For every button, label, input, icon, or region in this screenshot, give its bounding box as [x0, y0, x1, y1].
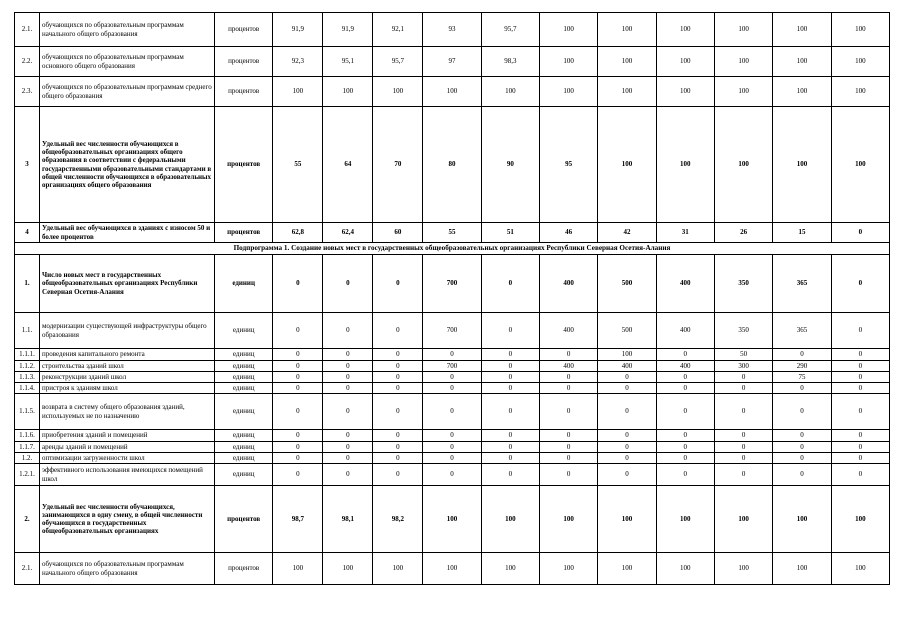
table-row [15, 394, 890, 430]
indicator-name: Число новых мест в государственных общеобразовательных организациях Республики Северная Осетия-Алания [40, 255, 215, 313]
value-cell: 100 [773, 77, 831, 107]
value-cell: 0 [373, 464, 423, 486]
value-cell: 100 [481, 77, 539, 107]
table-row [15, 13, 890, 47]
indicator-name: обучающихся по образовательным программам начального общего образования [40, 13, 215, 47]
table-row [15, 486, 890, 553]
row-number: 1.1.4. [15, 383, 40, 394]
indicator-name: Удельный вес обучающихся в зданиях с износом 50 и более процентов [40, 223, 215, 243]
value-cell: 0 [481, 349, 539, 361]
value-cell: 0 [273, 349, 323, 361]
value-cell: 0 [656, 372, 714, 383]
value-cell: 100 [656, 486, 714, 553]
value-cell: 26 [714, 223, 772, 243]
value-cell: 0 [714, 394, 772, 430]
value-cell: 0 [539, 453, 597, 464]
unit-cell: процентов [215, 486, 273, 553]
value-cell: 100 [598, 349, 656, 361]
table-row [15, 47, 890, 77]
value-cell: 700 [423, 255, 481, 313]
value-cell: 95,1 [323, 47, 373, 77]
unit-cell: процентов [215, 13, 273, 47]
value-cell: 98,3 [481, 47, 539, 77]
table-body [15, 13, 890, 585]
row-number: 1.1.6. [15, 430, 40, 442]
value-cell: 100 [831, 77, 889, 107]
unit-cell: единиц [215, 313, 273, 349]
value-cell: 100 [373, 77, 423, 107]
value-cell: 95 [539, 107, 597, 223]
value-cell: 0 [481, 372, 539, 383]
value-cell: 0 [323, 430, 373, 442]
value-cell: 92,1 [373, 13, 423, 47]
value-cell: 100 [598, 107, 656, 223]
row-number: 2.2. [15, 47, 40, 77]
value-cell: 0 [273, 361, 323, 372]
value-cell: 0 [273, 430, 323, 442]
table-row [15, 77, 890, 107]
value-cell: 100 [773, 107, 831, 223]
value-cell: 0 [323, 464, 373, 486]
value-cell: 75 [773, 372, 831, 383]
unit-cell: процентов [215, 47, 273, 77]
value-cell: 0 [598, 442, 656, 453]
value-cell: 100 [831, 553, 889, 585]
value-cell: 100 [831, 13, 889, 47]
value-cell: 70 [373, 107, 423, 223]
value-cell: 0 [423, 349, 481, 361]
value-cell: 0 [273, 453, 323, 464]
value-cell: 0 [273, 372, 323, 383]
indicator-name: эффективного использования имеющихся помещений школ [40, 464, 215, 486]
value-cell: 60 [373, 223, 423, 243]
value-cell: 93 [423, 13, 481, 47]
value-cell: 0 [714, 430, 772, 442]
value-cell: 0 [714, 372, 772, 383]
indicator-name: Удельный вес численности обучающихся, занимающихся в одну смену, в общей численности обучающихся в государственных общеобразовательных организациях [40, 486, 215, 553]
indicator-name: строительства зданий школ [40, 361, 215, 372]
value-cell: 0 [423, 442, 481, 453]
subprogram-title: Подпрограмма 1. Создание новых мест в государственных общеобразовательных организациях Республики Северная Осетия-Алания [15, 243, 890, 255]
value-cell: 0 [598, 394, 656, 430]
value-cell: 0 [273, 313, 323, 349]
row-number: 2.1. [15, 13, 40, 47]
row-number: 1.2.1. [15, 464, 40, 486]
value-cell: 0 [656, 430, 714, 442]
unit-cell: единиц [215, 349, 273, 361]
indicator-name: модернизации существующей инфраструктуры общего образования [40, 313, 215, 349]
value-cell: 0 [539, 464, 597, 486]
value-cell: 51 [481, 223, 539, 243]
value-cell: 0 [773, 383, 831, 394]
value-cell: 0 [481, 430, 539, 442]
indicator-name: обучающихся по образовательным программам основного общего образования [40, 47, 215, 77]
value-cell: 100 [598, 553, 656, 585]
value-cell: 700 [423, 313, 481, 349]
value-cell: 100 [481, 553, 539, 585]
value-cell: 100 [539, 13, 597, 47]
value-cell: 0 [481, 383, 539, 394]
value-cell: 100 [598, 486, 656, 553]
table-row [15, 223, 890, 243]
value-cell: 100 [773, 13, 831, 47]
value-cell: 0 [656, 442, 714, 453]
value-cell: 0 [656, 394, 714, 430]
value-cell: 95,7 [373, 47, 423, 77]
value-cell: 0 [481, 255, 539, 313]
value-cell: 98,7 [273, 486, 323, 553]
value-cell: 46 [539, 223, 597, 243]
indicator-name: аренды зданий и помещений [40, 442, 215, 453]
value-cell: 0 [539, 372, 597, 383]
value-cell: 400 [656, 313, 714, 349]
unit-cell: единиц [215, 442, 273, 453]
value-cell: 0 [273, 394, 323, 430]
value-cell: 0 [373, 372, 423, 383]
value-cell: 0 [598, 372, 656, 383]
value-cell: 100 [714, 553, 772, 585]
value-cell: 100 [773, 553, 831, 585]
value-cell: 0 [273, 442, 323, 453]
indicator-name: обучающихся по образовательным программам начального общего образования [40, 553, 215, 585]
table-row [15, 361, 890, 372]
value-cell: 100 [423, 486, 481, 553]
value-cell: 0 [273, 464, 323, 486]
value-cell: 100 [714, 486, 772, 553]
value-cell: 100 [323, 553, 373, 585]
value-cell: 400 [539, 361, 597, 372]
value-cell: 0 [831, 313, 889, 349]
value-cell: 100 [714, 13, 772, 47]
value-cell: 0 [423, 383, 481, 394]
value-cell: 100 [598, 47, 656, 77]
value-cell: 0 [481, 442, 539, 453]
value-cell: 0 [831, 383, 889, 394]
value-cell: 95,7 [481, 13, 539, 47]
value-cell: 0 [539, 394, 597, 430]
indicator-name: оптимизации загруженности школ [40, 453, 215, 464]
value-cell: 0 [831, 394, 889, 430]
value-cell: 100 [773, 486, 831, 553]
value-cell: 400 [539, 313, 597, 349]
value-cell: 500 [598, 255, 656, 313]
value-cell: 0 [714, 442, 772, 453]
unit-cell: процентов [215, 77, 273, 107]
value-cell: 55 [423, 223, 481, 243]
indicator-name: Удельный вес численности обучающихся в общеобразовательных организациях общего образования в соответствии с федеральными государственными образовательными стандартами в общей численности обучающихся в образовательных организациях общего образования [40, 107, 215, 223]
value-cell: 0 [539, 349, 597, 361]
value-cell: 0 [373, 383, 423, 394]
unit-cell: единиц [215, 453, 273, 464]
value-cell: 90 [481, 107, 539, 223]
value-cell: 92,3 [273, 47, 323, 77]
indicator-name: пристроя к зданиям школ [40, 383, 215, 394]
value-cell: 100 [714, 77, 772, 107]
value-cell: 0 [831, 349, 889, 361]
unit-cell: единиц [215, 394, 273, 430]
value-cell: 0 [773, 442, 831, 453]
table-row [15, 372, 890, 383]
value-cell: 0 [373, 361, 423, 372]
value-cell: 0 [373, 313, 423, 349]
value-cell: 0 [831, 442, 889, 453]
value-cell: 0 [773, 394, 831, 430]
value-cell: 0 [831, 453, 889, 464]
value-cell: 100 [598, 13, 656, 47]
value-cell: 0 [323, 361, 373, 372]
value-cell: 0 [656, 453, 714, 464]
value-cell: 500 [598, 313, 656, 349]
value-cell: 100 [656, 47, 714, 77]
row-number: 1.1.2. [15, 361, 40, 372]
value-cell: 0 [481, 453, 539, 464]
row-number: 1.1.3. [15, 372, 40, 383]
indicator-name: реконструкции зданий школ [40, 372, 215, 383]
table-row [15, 553, 890, 585]
value-cell: 98,2 [373, 486, 423, 553]
value-cell: 0 [373, 453, 423, 464]
table-row [15, 107, 890, 223]
value-cell: 0 [423, 430, 481, 442]
row-number: 3 [15, 107, 40, 223]
unit-cell: единиц [215, 430, 273, 442]
unit-cell: единиц [215, 372, 273, 383]
row-number: 1.1.7. [15, 442, 40, 453]
value-cell: 91,9 [273, 13, 323, 47]
value-cell: 0 [273, 383, 323, 394]
row-number: 2.3. [15, 77, 40, 107]
value-cell: 100 [714, 47, 772, 77]
value-cell: 0 [831, 372, 889, 383]
value-cell: 100 [273, 77, 323, 107]
indicator-name: возврата в систему общего образования зданий, используемых не по назначению [40, 394, 215, 430]
row-number: 1. [15, 255, 40, 313]
value-cell: 100 [831, 107, 889, 223]
indicator-name: обучающихся по образовательным программам среднего общего образования [40, 77, 215, 107]
value-cell: 100 [539, 77, 597, 107]
value-cell: 0 [539, 442, 597, 453]
value-cell: 0 [831, 223, 889, 243]
value-cell: 400 [656, 361, 714, 372]
value-cell: 0 [714, 383, 772, 394]
value-cell: 100 [539, 486, 597, 553]
value-cell: 100 [656, 77, 714, 107]
value-cell: 0 [598, 430, 656, 442]
value-cell: 0 [656, 383, 714, 394]
value-cell: 0 [323, 349, 373, 361]
table-row [15, 383, 890, 394]
value-cell: 0 [323, 255, 373, 313]
value-cell: 0 [323, 383, 373, 394]
value-cell: 100 [714, 107, 772, 223]
subprogram-row [15, 243, 890, 255]
row-number: 2.1. [15, 553, 40, 585]
value-cell: 0 [373, 394, 423, 430]
value-cell: 0 [831, 464, 889, 486]
value-cell: 0 [598, 464, 656, 486]
value-cell: 100 [273, 553, 323, 585]
value-cell: 0 [423, 372, 481, 383]
row-number: 4 [15, 223, 40, 243]
value-cell: 700 [423, 361, 481, 372]
value-cell: 80 [423, 107, 481, 223]
value-cell: 0 [323, 394, 373, 430]
value-cell: 365 [773, 255, 831, 313]
value-cell: 100 [598, 77, 656, 107]
value-cell: 0 [373, 255, 423, 313]
value-cell: 0 [323, 313, 373, 349]
value-cell: 0 [773, 430, 831, 442]
value-cell: 350 [714, 313, 772, 349]
value-cell: 0 [773, 349, 831, 361]
value-cell: 100 [373, 553, 423, 585]
value-cell: 0 [773, 464, 831, 486]
value-cell: 0 [273, 255, 323, 313]
value-cell: 0 [539, 430, 597, 442]
value-cell: 100 [423, 553, 481, 585]
table-row [15, 442, 890, 453]
value-cell: 0 [323, 372, 373, 383]
value-cell: 0 [481, 394, 539, 430]
value-cell: 31 [656, 223, 714, 243]
unit-cell: единиц [215, 383, 273, 394]
value-cell: 97 [423, 47, 481, 77]
value-cell: 0 [373, 349, 423, 361]
value-cell: 50 [714, 349, 772, 361]
table-row [15, 349, 890, 361]
value-cell: 0 [656, 349, 714, 361]
value-cell: 400 [539, 255, 597, 313]
value-cell: 91,9 [323, 13, 373, 47]
value-cell: 100 [539, 553, 597, 585]
value-cell: 0 [773, 453, 831, 464]
value-cell: 350 [714, 255, 772, 313]
unit-cell: процентов [215, 107, 273, 223]
unit-cell: единиц [215, 255, 273, 313]
row-number: 1.2. [15, 453, 40, 464]
value-cell: 0 [323, 442, 373, 453]
value-cell: 100 [773, 47, 831, 77]
indicator-name: проведения капитального ремонта [40, 349, 215, 361]
value-cell: 0 [373, 430, 423, 442]
value-cell: 100 [323, 77, 373, 107]
value-cell: 100 [831, 47, 889, 77]
table-row [15, 464, 890, 486]
value-cell: 0 [831, 255, 889, 313]
value-cell: 0 [598, 453, 656, 464]
value-cell: 15 [773, 223, 831, 243]
value-cell: 0 [831, 430, 889, 442]
unit-cell: процентов [215, 553, 273, 585]
value-cell: 0 [423, 464, 481, 486]
value-cell: 0 [323, 453, 373, 464]
value-cell: 0 [481, 464, 539, 486]
value-cell: 100 [656, 107, 714, 223]
unit-cell: единиц [215, 361, 273, 372]
value-cell: 400 [598, 361, 656, 372]
row-number: 1.1. [15, 313, 40, 349]
unit-cell: единиц [215, 464, 273, 486]
value-cell: 300 [714, 361, 772, 372]
value-cell: 400 [656, 255, 714, 313]
table-row [15, 453, 890, 464]
value-cell: 100 [656, 553, 714, 585]
value-cell: 100 [539, 47, 597, 77]
value-cell: 0 [831, 361, 889, 372]
value-cell: 100 [481, 486, 539, 553]
value-cell: 64 [323, 107, 373, 223]
value-cell: 290 [773, 361, 831, 372]
value-cell: 55 [273, 107, 323, 223]
value-cell: 0 [539, 383, 597, 394]
value-cell: 365 [773, 313, 831, 349]
table-row [15, 255, 890, 313]
value-cell: 0 [714, 453, 772, 464]
value-cell: 98,1 [323, 486, 373, 553]
value-cell: 0 [423, 394, 481, 430]
indicators-table [14, 12, 890, 585]
row-number: 2. [15, 486, 40, 553]
unit-cell: процентов [215, 223, 273, 243]
value-cell: 0 [481, 313, 539, 349]
value-cell: 100 [423, 77, 481, 107]
value-cell: 0 [714, 464, 772, 486]
value-cell: 0 [656, 464, 714, 486]
value-cell: 62,8 [273, 223, 323, 243]
value-cell: 42 [598, 223, 656, 243]
value-cell: 0 [598, 383, 656, 394]
row-number: 1.1.1. [15, 349, 40, 361]
value-cell: 62,4 [323, 223, 373, 243]
value-cell: 0 [481, 361, 539, 372]
indicator-name: приобретения зданий и помещений [40, 430, 215, 442]
row-number: 1.1.5. [15, 394, 40, 430]
table-row [15, 430, 890, 442]
value-cell: 0 [373, 442, 423, 453]
value-cell: 100 [656, 13, 714, 47]
table-row [15, 313, 890, 349]
value-cell: 0 [423, 453, 481, 464]
value-cell: 100 [831, 486, 889, 553]
